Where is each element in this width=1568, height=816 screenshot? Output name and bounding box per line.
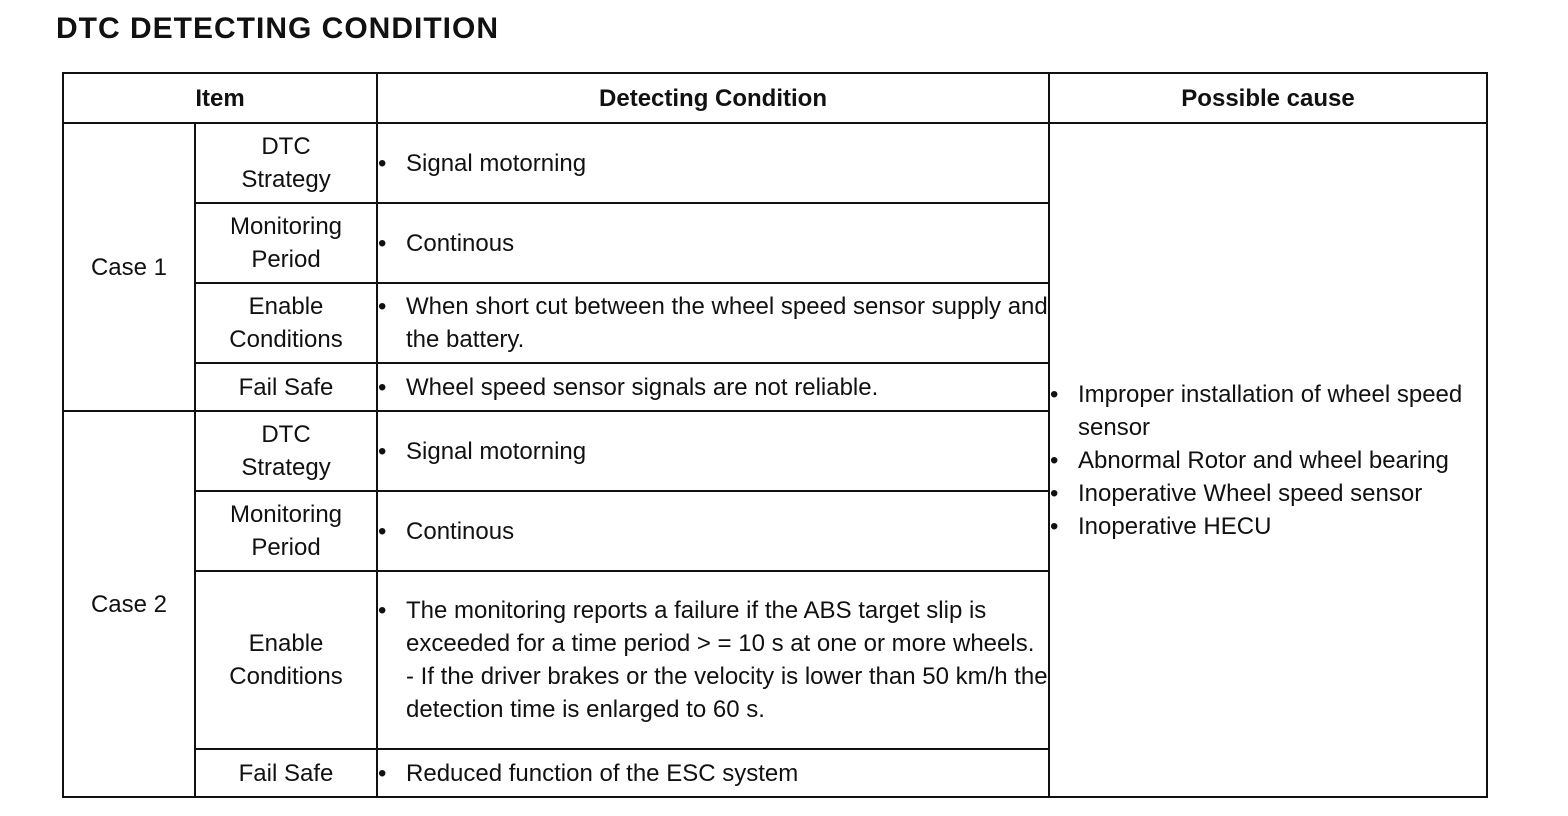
possible-cause-cell (1049, 123, 1487, 797)
condition-text: • Reduced function of the ESC system (378, 757, 1048, 790)
cause-item: • Inoperative Wheel speed sensor (1050, 477, 1486, 510)
cause-item: • Improper installation of wheel speed sensor (1050, 378, 1486, 444)
table-row (63, 123, 1487, 203)
item-dtc-strategy: DTC Strategy (195, 123, 377, 203)
item-monitoring-period: Monitoring Period (195, 491, 377, 571)
item-fail-safe: Fail Safe (195, 749, 377, 797)
condition-text: • Continous (378, 227, 1048, 260)
header-item: Item (63, 73, 377, 123)
header-detecting-condition: Detecting Condition (377, 73, 1049, 123)
condition-text: • Continous (378, 515, 1048, 548)
item-dtc-strategy: DTC Strategy (195, 411, 377, 491)
condition-cell (377, 363, 1049, 411)
condition-note: - If the driver brakes or the velocity is lower than 50 km/h the detection time is enlarged to 60 s. (406, 663, 1048, 723)
case-2-label: Case 2 (63, 411, 195, 797)
condition-cell (377, 491, 1049, 571)
header-possible-cause: Possible cause (1049, 73, 1487, 123)
condition-text: • When short cut between the wheel speed sensor supply and the battery. (378, 290, 1048, 356)
page-title: DTC DETECTING CONDITION (56, 12, 499, 45)
condition-cell (377, 203, 1049, 283)
item-enable-conditions: Enable Conditions (195, 283, 377, 363)
cause-item: • Inoperative HECU (1050, 510, 1486, 543)
condition-cell (377, 283, 1049, 363)
condition-cell (377, 411, 1049, 491)
condition-text: • Wheel speed sensor signals are not reliable. (378, 371, 1048, 404)
condition-cell (377, 571, 1049, 749)
condition-text: • Signal motorning (378, 435, 1048, 468)
cause-item: • Abnormal Rotor and wheel bearing (1050, 444, 1486, 477)
item-enable-conditions: Enable Conditions (195, 571, 377, 749)
case-1-label: Case 1 (63, 123, 195, 411)
dtc-table (62, 72, 1488, 798)
condition-text: • Signal motorning (378, 147, 1048, 180)
condition-cell (377, 123, 1049, 203)
item-fail-safe: Fail Safe (195, 363, 377, 411)
condition-text: • The monitoring reports a failure if the ABS target slip is exceeded for a time period > = 10 s at one or more wheels. (378, 594, 1048, 660)
condition-cell (377, 749, 1049, 797)
item-monitoring-period: Monitoring Period (195, 203, 377, 283)
header-row (63, 73, 1487, 123)
